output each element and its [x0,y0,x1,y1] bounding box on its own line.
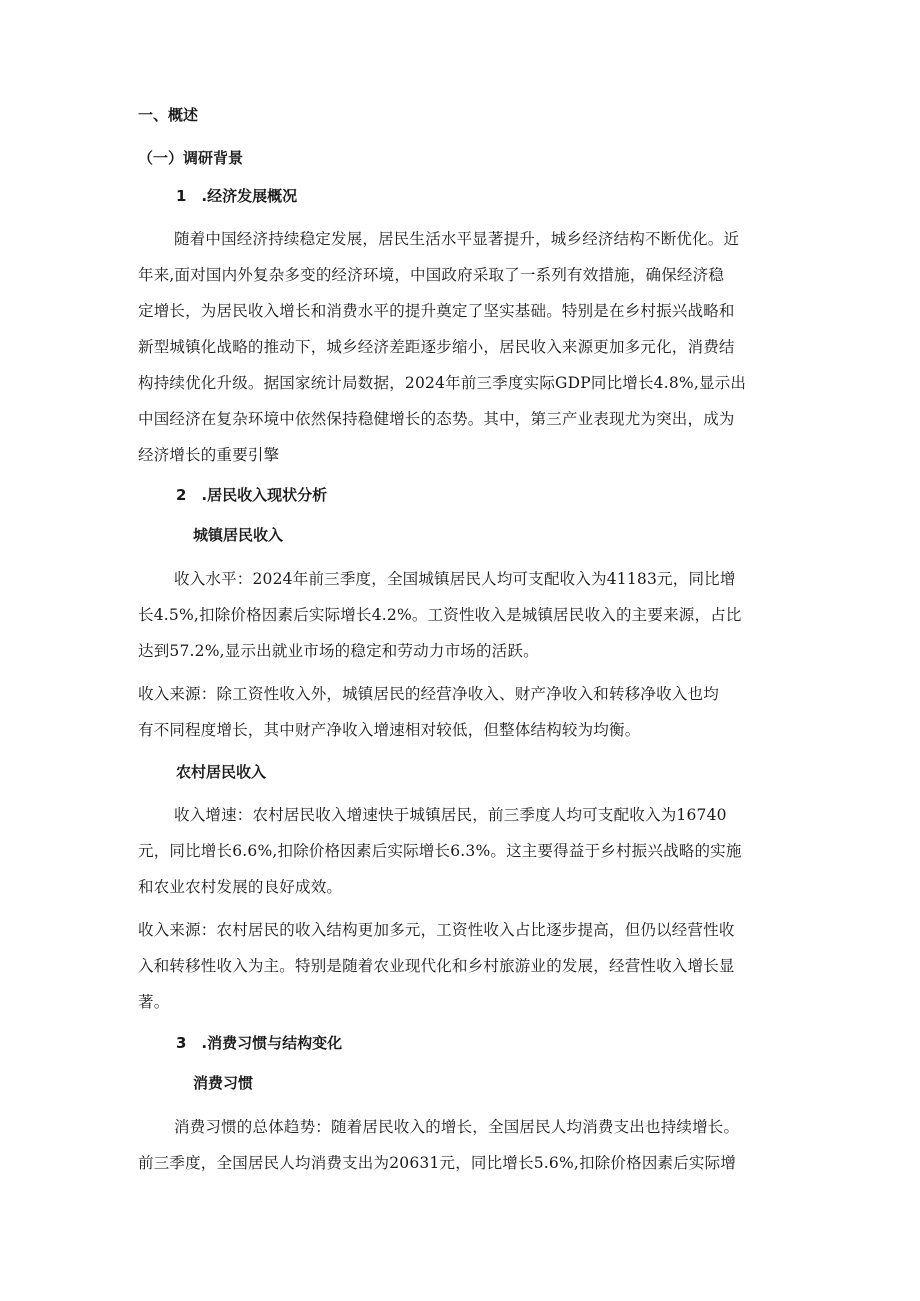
paragraph-line: 达到57.2%,显示出就业市场的稳定和劳动力市场的活跃。 [138,642,539,660]
paragraph-line: 构持续优化升级。据国家统计局数据，2024年前三季度实际GDP同比增长4.8%,显示出 [138,374,747,392]
rural-income-heading: 农村居民收入 [176,763,267,781]
paragraph-line: 定增长，为居民收入增长和消费水平的提升奠定了坚实基础。特别是在乡村振兴战略和 [138,302,735,320]
paragraph-line: 入和转移性收入为主。特别是随着农业现代化和乡村旅游业的发展，经营性收入增长显 [138,957,735,975]
section-heading: 一、概述 [138,106,199,124]
paragraph-line: 收入来源：除工资性收入外，城镇居民的经营净收入、财产净收入和转移净收入也均 [138,685,719,703]
paragraph-line: 收入水平：2024年前三季度，全国城镇居民人均可支配收入为41183元，同比增 [174,570,736,588]
urban-income-heading: 城镇居民收入 [193,526,284,544]
paragraph-line: 长4.5%,扣除价格因素后实际增长4.2%。工资性收入是城镇居民收入的主要来源，占比 [138,606,742,624]
paragraph-line: 新型城镇化战略的推动下，城乡经济差距逐步缩小，居民收入来源更加多元化，消费结 [138,338,735,356]
paragraph-line: 收入来源：农村居民的收入结构更加多元，工资性收入占比逐步提高，但仍以经营性收 [138,921,735,939]
part3-heading: 3 .消费习惯与结构变化 [176,1034,343,1052]
part1-heading: 1 .经济发展概况 [176,187,298,205]
paragraph-line: 和农业农村发展的良好成效。 [138,878,343,896]
part2-heading: 2 .居民收入现状分析 [176,486,328,504]
paragraph-line: 有不同程度增长，其中财产净收入增速相对较低，但整体结构较为均衡。 [138,721,641,739]
paragraph-line: 元，同比增长6.6%,扣除价格因素后实际增长6.3%。这主要得益于乡村振兴战略的实施 [138,842,742,860]
subsection-heading: （一）调研背景 [138,149,244,167]
paragraph-line: 中国经济在复杂环境中依然保持稳健增长的态势。其中，第三产业表现尤为突出，成为 [138,410,735,428]
paragraph-line: 著。 [138,993,170,1011]
paragraph-line: 收入增速：农村居民收入增速快于城镇居民，前三季度人均可支配收入为16740 [174,806,727,824]
paragraph-line: 年来,面对国内外复杂多变的经济环境，中国政府采取了一系列有效措施，确保经济稳 [138,266,725,284]
consumption-habit-heading: 消费习惯 [193,1074,254,1092]
paragraph-line: 随着中国经济持续稳定发展，居民生活水平显著提升，城乡经济结构不断优化。近 [174,230,740,248]
paragraph-line: 前三季度，全国居民人均消费支出为20631元，同比增长5.6%,扣除价格因素后实际增 [138,1154,737,1172]
paragraph-line: 经济增长的重要引擎 [138,446,280,464]
paragraph-line: 消费习惯的总体趋势：随着居民收入的增长，全国居民人均消费支出也持续增长。 [174,1118,740,1136]
